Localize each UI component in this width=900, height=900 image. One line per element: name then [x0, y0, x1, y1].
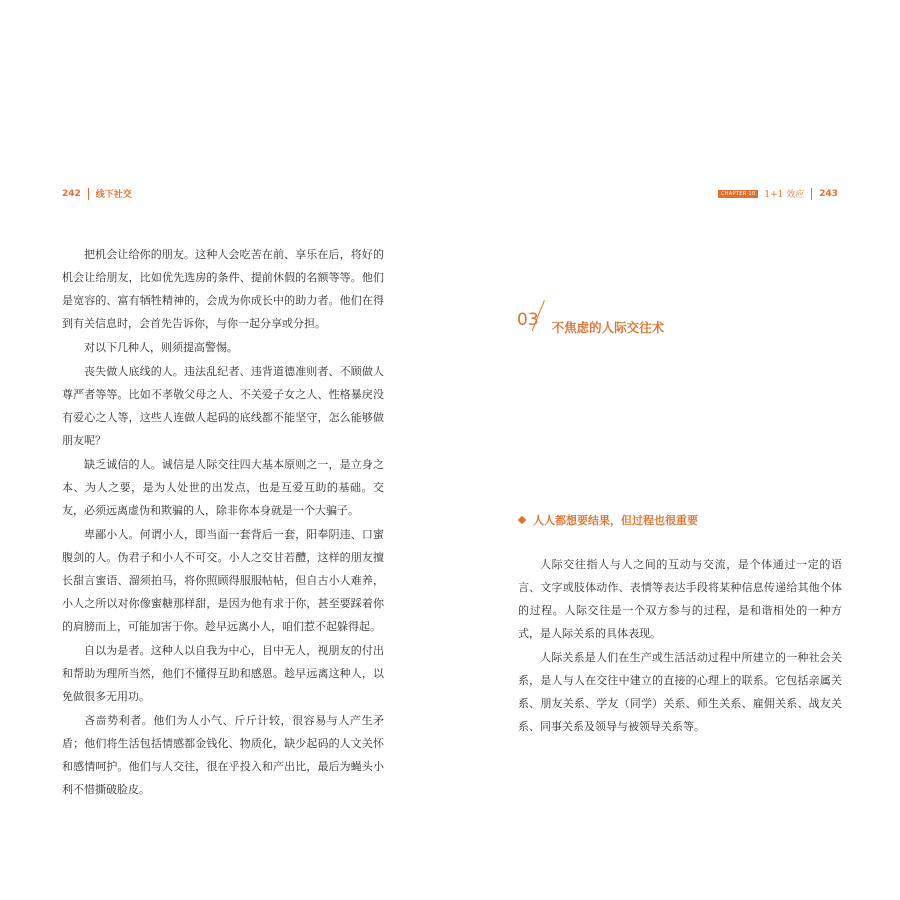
paragraph: 缺乏诚信的人。诚信是人际交往四大基本原则之一，是立身之本、为人之要，是为人处世的出发点，也是互爱互助的基础。交友，必须远离虚伪和欺骗的人，除非你本身就是一个大骗子。	[62, 458, 384, 517]
paragraph: 吝啬势利者。他们为人小气、斤斤计较，很容易与人产生矛盾；他们将生活包括情感都金钱化、物质化，缺少起码的人文关怀和感情呵护。他们与人交往，很在乎投入和产出比，最后为蝇头小利不惜撕破脸皮。	[62, 714, 384, 796]
header-divider	[88, 188, 89, 200]
paragraph: 卑鄙小人。何谓小人，即当面一套背后一套，阳奉阴违、口蜜腹剑的人。伪君子和小人不可交。小人之交甘若醴，这样的朋友擅长甜言蜜语、溜须拍马，将你照顾得服服帖帖，但自古小人难养，小人之所以对你像蜜糖那样甜，是因为他有求于你，甚至要踩着你的肩膀而上，可能加害于你。趁早远离小人，咱们惹不起躲得起。	[62, 528, 384, 633]
chapter-badge: CHAPTER 10	[718, 190, 758, 198]
section-slash-divider	[540, 300, 550, 330]
paragraph: 人际关系是人们在生产或生活活动过程中所建立的一种社会关系，是人与人在交往中建立的直接的心理上的联系。它包括亲属关系、朋友关系、学友（同学）关系、师生关系、雇佣关系、战友关系、同事关系及领导与被领导关系等。	[518, 651, 842, 733]
subheading-text: 人人都想要结果，但过程也很重要	[533, 514, 698, 527]
left-page-body	[62, 243, 384, 802]
paragraph: 丧失做人底线的人。违法乱纪者、违背道德准则者、不顾做人尊严者等等。比如不孝敬父母之人、不关爱子女之人、性格暴戾没有爱心之人等，这些人连做人起码的底线都不能坚守，怎么能够做朋友呢？	[62, 365, 384, 447]
section-heading	[517, 300, 665, 335]
section-title: 不焦虑的人际交往术	[551, 320, 665, 335]
left-page-number: 242	[62, 188, 81, 199]
paragraph: 人际交往指人与人之间的互动与交流，是个体通过一定的语言、文字或肢体动作、表情等表达手段将某种信息传递给其他个体的过程。人际交往是一个双方参与的过程，是和谐相处的一种方式，是人际关系的具体表现。	[518, 558, 842, 640]
right-header-title: 1+1 效应	[764, 190, 805, 200]
left-page-header	[62, 187, 132, 200]
paragraph: 自以为是者。这种人以自我为中心，目中无人，视朋友的付出和帮助为理所当然，他们不懂得互助和感恩。趁早远离这种人，以免做很多无用功。	[62, 644, 384, 703]
paragraph: 对以下几种人，则须提高警惕。	[84, 341, 238, 354]
section-number: 03	[517, 310, 539, 330]
right-page-header	[718, 187, 838, 200]
right-page-body	[518, 553, 842, 739]
diamond-bullet-icon	[518, 516, 526, 524]
subheading	[517, 512, 698, 528]
left-header-title: 线下社交	[95, 190, 132, 200]
right-page-number: 243	[819, 188, 838, 199]
paragraph: 把机会让给你的朋友。这种人会吃苦在前、享乐在后，将好的机会让给朋友，比如优先选房的条件、提前休假的名额等等。他们是宽容的、富有牺牲精神的，会成为你成长中的助力者。他们在得到有关信息时，会首先告诉你，与你一起分享或分担。	[62, 248, 384, 330]
header-divider	[811, 188, 812, 200]
